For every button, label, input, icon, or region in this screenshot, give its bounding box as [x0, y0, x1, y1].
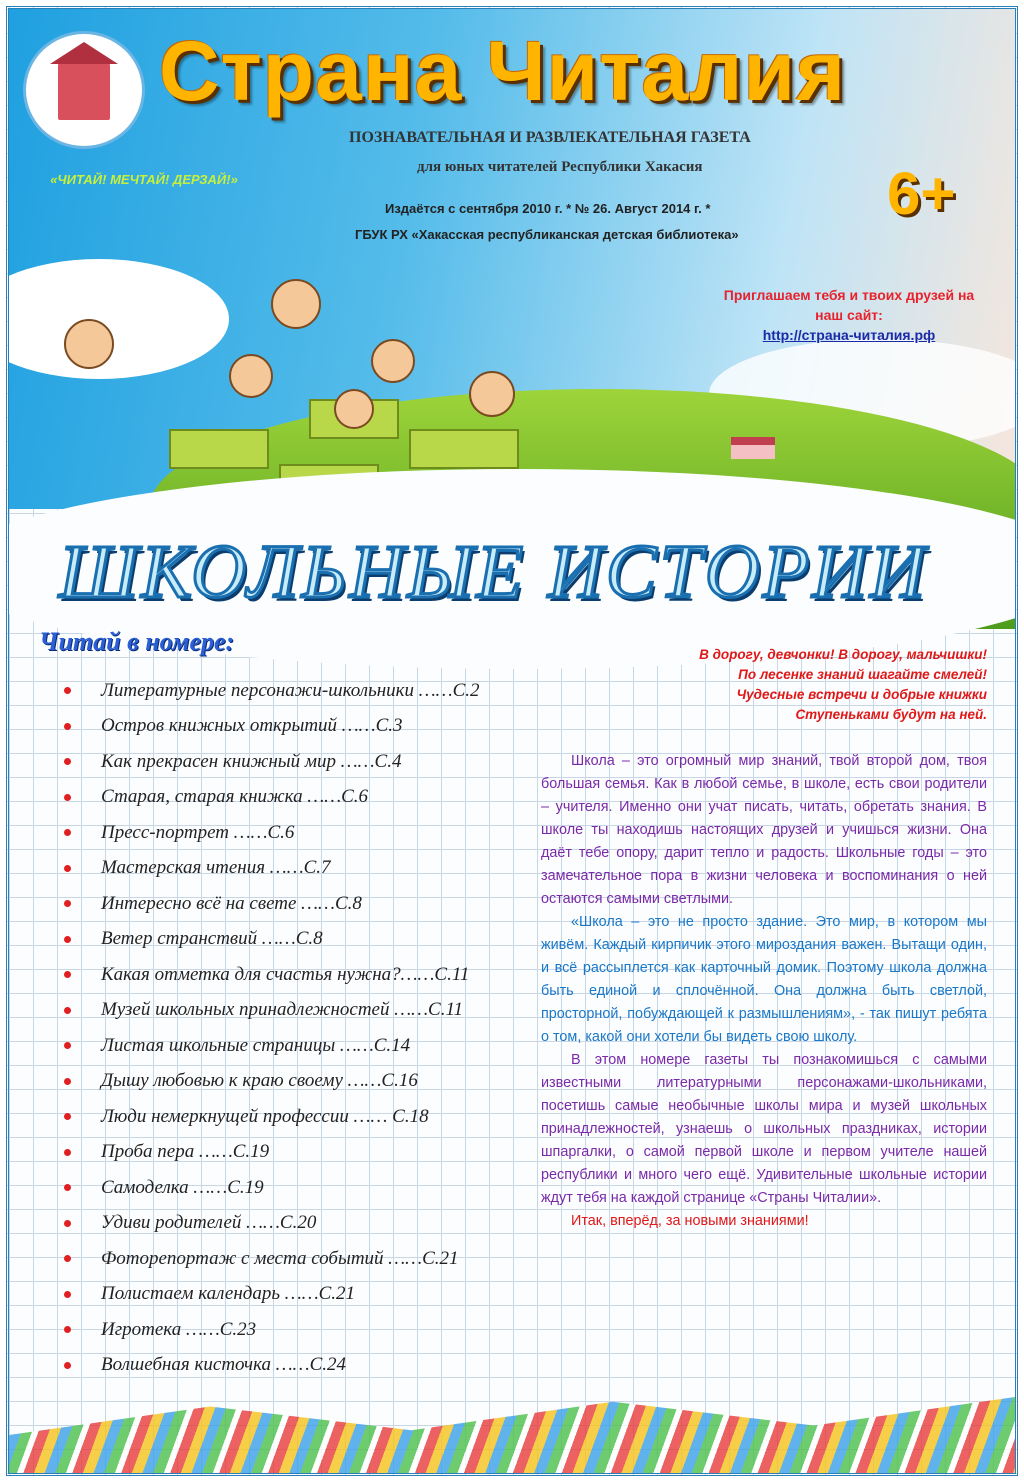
toc-item-label: Фоторепортаж с места событий ……С.21	[101, 1247, 459, 1269]
kid-illustration	[271, 279, 321, 329]
bullet-icon	[64, 1007, 71, 1014]
bullet-icon	[64, 1149, 71, 1156]
toc-item	[64, 1241, 480, 1277]
bullet-icon	[64, 1255, 71, 1262]
kid-illustration	[469, 371, 515, 417]
bullet-icon	[64, 865, 71, 872]
toc-item-label: Ветер странствий ……С.8	[101, 928, 323, 950]
toc-item	[64, 709, 480, 745]
toc-heading: Читай в номере:	[39, 627, 235, 656]
toc-item-label: Дышу любовью к краю своему ……С.16	[101, 1070, 418, 1092]
poem-line: По лесенке знаний шагайте смелей!	[738, 667, 987, 682]
kid-illustration	[64, 319, 114, 369]
bullet-icon	[64, 936, 71, 943]
site-invite	[709, 285, 989, 345]
newspaper-subtitle: ПОЗНАВАТЕЛЬНАЯ И РАЗВЛЕКАТЕЛЬНАЯ ГАЗЕТА	[349, 129, 751, 146]
toc-item	[64, 1312, 480, 1348]
audience-line: для юных читателей Республики Хакасия	[417, 159, 703, 175]
toc-item	[64, 780, 480, 816]
poem-line: Чудесные встречи и добрые книжки	[736, 687, 987, 702]
kid-illustration	[371, 339, 415, 383]
kid-illustration	[334, 389, 374, 429]
toc-item	[64, 1348, 480, 1384]
article-paragraph: В этом номере газеты ты познакомишься с самыми известными литературными персонажами-школьниками, посетишь самые необычные школы мира и музей школьных принадлежностей, узнаешь о школьных праздниках, истории шпаргалки, о самой первой школе и первом учителе нашей республики и много чего ещё. Удивительные школьные истории ждут тебя на каждой странице «Страны Читалии».	[541, 1052, 987, 1206]
bullet-icon	[64, 1113, 71, 1120]
toc-item	[64, 1064, 480, 1100]
toc-item	[64, 1028, 480, 1064]
toc-item	[64, 957, 480, 993]
slogan: «ЧИТАЙ! МЕЧТАЙ! ДЕРЗАЙ!»	[50, 172, 238, 187]
publisher: ГБУК РХ «Хакасская республиканская детская библиотека»	[355, 227, 739, 242]
toc-item	[64, 1277, 480, 1313]
toc-item-label: Мастерская чтения ……С.7	[101, 857, 331, 879]
toc-item	[64, 815, 480, 851]
library-logo	[23, 31, 145, 149]
bullet-icon	[64, 758, 71, 765]
bullet-icon	[64, 1078, 71, 1085]
toc-item-label: Пресс-портрет ……С.6	[101, 821, 295, 843]
toc-item	[64, 744, 480, 780]
bullet-icon	[64, 794, 71, 801]
toc-item	[64, 1099, 480, 1135]
newspaper-title: Страна Читалия	[159, 24, 847, 118]
desk	[169, 429, 269, 469]
toc-item	[64, 1170, 480, 1206]
newspaper-page	[6, 6, 1018, 1476]
toc-item-label: Игротека ……С.23	[101, 1318, 257, 1340]
toc-item-label: Какая отметка для счастья нужна?……С.11	[101, 963, 470, 985]
toc-item	[64, 886, 480, 922]
toc-item-label: Музей школьных принадлежностей ……С.11	[101, 999, 464, 1021]
kid-illustration	[229, 354, 273, 398]
bullet-icon	[64, 687, 71, 694]
article-paragraph: Школа – это огромный мир знаний, твой второй дом, твоя большая семья. Как в любой семье, в школе, есть свои родители – учителя. Именно они учат писать, читать, обретать знания. В школе ты находишь настоящих друзей и учишься жизни. Она даёт тебе опору, дарит тепло и радость. Школьные годы – это замечательное пора в жизни человека и воспоминания о ней остаются самыми светлыми.	[541, 753, 987, 907]
bullet-icon	[64, 1291, 71, 1298]
desk	[409, 429, 519, 469]
toc-item-label: Литературные персонажи-школьники ……С.2	[101, 679, 480, 701]
toc-item-label: Волшебная кисточка ……С.24	[101, 1354, 346, 1376]
toc-item	[64, 673, 480, 709]
toc-item-label: Проба пера ……С.19	[101, 1141, 270, 1163]
bullet-icon	[64, 1362, 71, 1369]
toc-item-label: Люди немеркнущей профессии …… С.18	[101, 1105, 429, 1127]
toc-item-label: Интересно всё на свете ……С.8	[101, 892, 362, 914]
table-of-contents	[64, 673, 480, 1383]
bullet-icon	[64, 723, 71, 730]
toc-item-label: Удиви родителей ……С.20	[101, 1212, 317, 1234]
bullet-icon	[64, 1220, 71, 1227]
bullet-icon	[64, 829, 71, 836]
toc-item-label: Полистаем календарь ……С.21	[101, 1283, 356, 1305]
toc-item-label: Старая, старая книжка ……С.6	[101, 786, 369, 808]
poem-line: В дорогу, девчонки! В дорогу, мальчишки!	[699, 647, 987, 662]
invite-text: Приглашаем тебя и твоих друзей на наш сайт:	[723, 287, 975, 323]
toc-item-label: Как прекрасен книжный мир ……С.4	[101, 750, 402, 772]
issue-title: ШКОЛЬНЫЕ ИСТОРИИ	[59, 530, 928, 614]
bullet-icon	[64, 900, 71, 907]
stationery-border-decoration	[9, 1378, 1015, 1473]
bullet-icon	[64, 1326, 71, 1333]
toc-item	[64, 1135, 480, 1171]
age-rating: 6+	[887, 160, 956, 227]
article-body	[541, 750, 987, 1233]
toc-item	[64, 851, 480, 887]
house-illustration	[731, 437, 775, 459]
toc-item-label: Листая школьные страницы ……С.14	[101, 1034, 411, 1056]
site-link[interactable]: http://страна-читалия.рф	[762, 327, 936, 343]
article-paragraph: «Школа – это не просто здание. Это мир, в котором мы живём. Каждый кирпичик этого мироздания важен. Вытащи один, и всё рассыплется как карточный домик. Поэтому школа должна быть единой и сплочённой. Она должна быть светлой, просторной, побуждающей к размышлениям», - так пишут ребята о том, какой они хотели бы видеть свою школу.	[541, 914, 987, 1045]
toc-item-label: Остров книжных открытий ……С.3	[101, 715, 403, 737]
poem-line: Ступеньками будут на ней.	[795, 707, 987, 722]
toc-item	[64, 922, 480, 958]
issue-info: Издаётся с сентября 2010 г. * № 26. Август 2014 г. *	[385, 201, 711, 216]
toc-item	[64, 1206, 480, 1242]
bullet-icon	[64, 1042, 71, 1049]
epigraph-poem	[549, 645, 987, 725]
article-closing: Итак, вперёд, за новыми знаниями!	[571, 1213, 809, 1229]
bullet-icon	[64, 971, 71, 978]
toc-item	[64, 993, 480, 1029]
toc-item-label: Самоделка ……С.19	[101, 1176, 264, 1198]
bullet-icon	[64, 1184, 71, 1191]
